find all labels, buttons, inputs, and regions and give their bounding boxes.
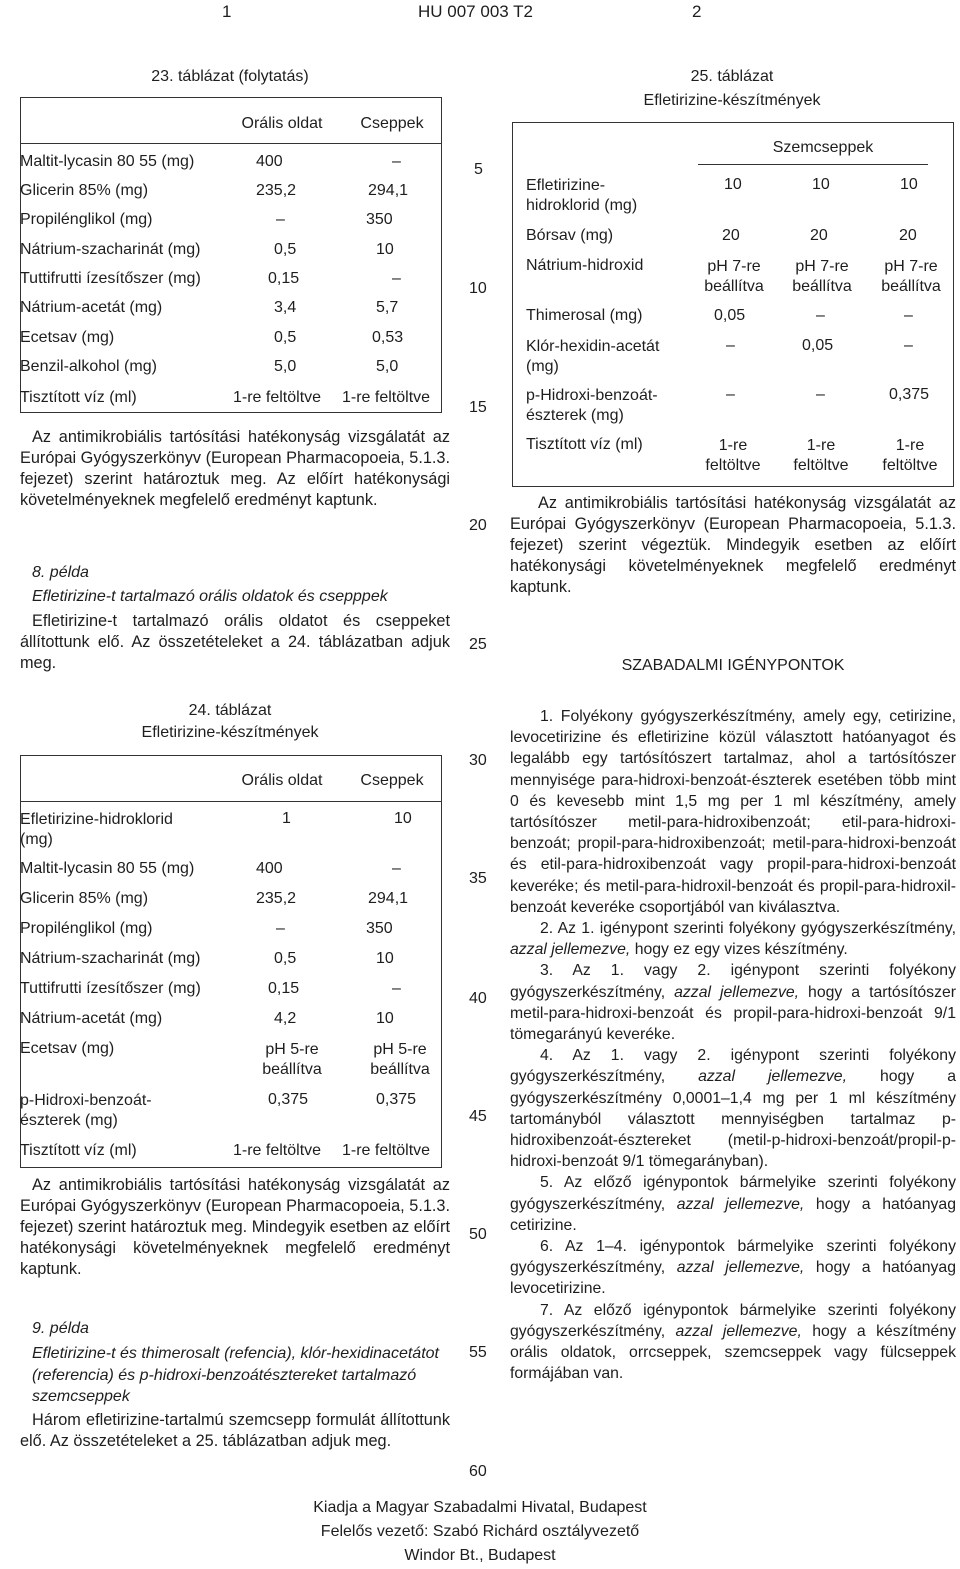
row-name: Thimerosal (mg) [526, 307, 643, 324]
oral-value: 0,375 [268, 1091, 309, 1108]
drops-value: 10 [376, 241, 394, 258]
drops-value: 294,1 [368, 182, 409, 199]
claim-text: hogy a tartósítószer metil-para-hidroxi-benzoát és propil-para-hidroxi-benzoát 9/1 tömegarányú keveréke. [510, 983, 957, 1044]
oral-value: 0,5 [274, 329, 297, 346]
drops-value: 350 [366, 920, 393, 937]
claim-6 [510, 1236, 956, 1300]
claim-italic: azzal jellemezve, [676, 1259, 805, 1277]
value-2: – [816, 386, 825, 403]
drops-value: 5,7 [376, 299, 399, 316]
drops-value: 5,0 [376, 358, 399, 375]
line-number: 10 [469, 280, 487, 297]
oral-value: 235,2 [256, 890, 297, 907]
example-8-subtitle: Efletirizine-t tartalmazó orális oldatok és csepppek [32, 588, 388, 605]
oral-value: 1 [282, 810, 291, 827]
row-name: Tuttifrutti ízesítőszer (mg) [20, 980, 201, 997]
claim-2 [510, 918, 956, 960]
oral-value: 235,2 [256, 182, 297, 199]
value-3: – [904, 337, 913, 354]
row-name: Propilénglikol (mg) [20, 920, 153, 937]
oral-value: 0,15 [268, 270, 300, 287]
value-1: 0,05 [714, 307, 746, 324]
line-number: 25 [469, 636, 487, 653]
claim-italic: azzal jellemezve, [674, 983, 800, 1001]
row-name: Bórsav (mg) [526, 227, 614, 244]
row-name: Glicerin 85% (mg) [20, 890, 149, 907]
value-1: – [726, 386, 735, 403]
oral-value: 1-re feltöltve [233, 389, 322, 406]
table-25-title: Efletirizine-készítmények [643, 92, 821, 109]
table-24-col-oral: Orális oldat [241, 772, 323, 789]
claim-3 [510, 960, 956, 1045]
claim-text: 2. Az 1. igénypont szerinti folyékony gyógyszerkészítmény, [540, 920, 956, 938]
row-name: Maltit-lycasin 80 55 (mg) [20, 860, 195, 877]
claim-text: 3. Az 1. vagy 2. igénypont szerinti folyékony gyógyszerkészítmény, [510, 962, 956, 1001]
value-3: 20 [899, 227, 917, 244]
row-name: Maltit-lycasin 80 55 (mg) [20, 153, 195, 170]
drops-value: pH 5-re beállítva [370, 1041, 430, 1078]
paragraph-text: Az antimikrobiális tartósítási hatékonyság vizsgálatát az Európai Gyógyszerkönyv (European Pharmacopoeia, 5.1.3. fejezet) szerint határoztuk meg. Az előírt hatékonysági követelményeknek megfelelő eredményt kaptunk. [20, 428, 450, 509]
oral-value: 0,5 [274, 950, 297, 967]
value-2: pH 7-re beállítva [792, 258, 852, 295]
row-name: Ecetsav (mg) [20, 1040, 115, 1057]
drops-value: 1-re feltöltve [342, 1142, 431, 1159]
row-name: Nátrium-szacharinát (mg) [20, 241, 201, 258]
example-9-text [20, 1410, 450, 1452]
line-number: 40 [469, 990, 487, 1007]
example-9-heading: 9. példa [32, 1320, 89, 1337]
page-number-left: 1 [222, 2, 232, 21]
paragraph-text: Efletirizine-t tartalmazó orális oldatot és cseppeket állítottunk elő. Az összetételeket a 24. táblázatban adjuk meg. [20, 612, 450, 672]
claim-italic: azzal jellemezve, [698, 1068, 847, 1086]
value-2: – [816, 307, 825, 324]
row-name: Tisztított víz (ml) [20, 1142, 137, 1159]
table-23-caption: 23. táblázat (folytatás) [151, 68, 309, 85]
line-number: 45 [469, 1108, 487, 1125]
drops-value: – [392, 980, 401, 997]
claim-text: 4. Az 1. vagy 2. igénypont szerinti folyékony gyógyszerkészítmény, [510, 1047, 956, 1086]
claim-7 [510, 1300, 956, 1385]
paragraph-text: Három efletirizine-tartalmú szemcsepp formulát állítottunk elő. Az összetételeket a 25. táblázatban adjuk meg. [20, 1411, 450, 1450]
drops-value: – [392, 153, 401, 170]
row-name: Tisztított víz (ml) [526, 436, 643, 453]
value-2: 10 [812, 176, 830, 193]
claim-italic: azzal jellemezve, [510, 941, 631, 959]
claim-1: 1. Folyékony gyógyszerkészítmény, amely egy, cetirizine, levocetirizine és efletirizine közül választott hatóanyagot és legalább egy tartósítószert tartalmaz, ahol a tartósítószer mennyisége para-hidroxi-benzoát-észterek esetében több mint 0 és kevesebb mint 1,5 mg per 1 ml készítmény, amely tartósítószer metil-para-hidroxibenzoát; etil-para-hidroxi-benzoát; propil-para-hidroxibenzoát; metil-para-hidroxi-benzoát és etil-para-hidroxibenzoát vagy propil-para-hidroxi-benzoát keveréke; és metil-para-hidroxil-benzoát és propil-para-hidroxil-benzoát keveréke csoportjából van kiválasztva. [510, 708, 956, 916]
claim-text: 5. Az előző igénypontok bármelyike szerinti folyékony gyógyszerkészítmény, [510, 1174, 956, 1213]
drops-value: – [392, 860, 401, 877]
line-number: 55 [469, 1344, 487, 1361]
drops-value: 350 [366, 211, 393, 228]
row-name: Efletirizine-hidroklorid (mg) [526, 177, 638, 214]
row-name: Tuttifrutti ízesítőszer (mg) [20, 270, 201, 287]
row-name: Nátrium-szacharinát (mg) [20, 950, 201, 967]
value-1: – [726, 337, 735, 354]
table-25-group-header: Szemcseppek [772, 139, 874, 156]
claim-italic: azzal jellemezve, [676, 1195, 805, 1213]
oral-value: 1-re feltöltve [233, 1142, 322, 1159]
table-25-caption: 25. táblázat [690, 68, 774, 85]
claim-italic: azzal jellemezve, [675, 1322, 802, 1340]
row-name: p-Hidroxi-benzoát-észterek (mg) [20, 1092, 152, 1129]
claim-text: hogy ez egy vizes készítmény. [634, 941, 848, 959]
claim-text: hogy a hatóanyag levocetirizine. [510, 1259, 957, 1298]
claims-heading: SZABADALMI IGÉNYPONTOK [621, 657, 845, 674]
oral-value: 3,4 [274, 299, 297, 316]
value-1: 1-re feltöltve [705, 437, 761, 474]
value-3: pH 7-re beállítva [881, 258, 941, 295]
oral-value: – [276, 211, 285, 228]
drops-value: 0,53 [372, 329, 404, 346]
table-24-caption: 24. táblázat [188, 702, 272, 719]
drops-value: 10 [376, 950, 394, 967]
footer-manager: Felelős vezető: Szabó Richárd osztályvezető [320, 1523, 640, 1540]
row-name: Nátrium-acetát (mg) [20, 299, 163, 316]
table-23-col-drops: Cseppek [360, 115, 424, 132]
claim-5 [510, 1172, 956, 1236]
example-9-subtitle: Efletirizine-t és thimerosalt (refencia), klór-hexidinacetátot (referencia) és p-hidroxi-benzoátésztereket tartalmazó szemcseppek [32, 1345, 439, 1405]
example-8-heading: 8. példa [32, 564, 89, 581]
drops-value: – [392, 270, 401, 287]
row-name: Benzil-alkohol (mg) [20, 358, 157, 375]
example-8-text [20, 611, 450, 674]
document-id: HU 007 003 T2 [418, 2, 533, 21]
footer [180, 1496, 780, 1568]
right-paragraph-1 [510, 493, 956, 598]
value-2: 20 [810, 227, 828, 244]
claim-text: hogy a gyógyszerkészítmény 0,0001–1,4 mg per 1 ml készítmény tartományból választott mennyiségben tartalmaz p-hidroxibenzoát-észtereket (metil-p-hidroxi-benzoát/propil-p-hidroxi-benzoát 9/1 tömegarányban). [510, 1068, 956, 1171]
row-name: Klór-hexidin-acetát (mg) [526, 338, 660, 375]
claim-4 [510, 1045, 956, 1172]
line-number: 50 [469, 1226, 487, 1243]
oral-value: pH 5-re beállítva [262, 1041, 322, 1078]
oral-value: 0,15 [268, 980, 300, 997]
oral-value: – [276, 920, 285, 937]
row-name: p-Hidroxi-benzoát-észterek (mg) [526, 387, 658, 424]
row-name: Propilénglikol (mg) [20, 211, 153, 228]
table-23-col-oral: Orális oldat [241, 115, 323, 132]
table-24-title: Efletirizine-készítmények [141, 724, 319, 741]
oral-value: 400 [256, 153, 283, 170]
oral-value: 400 [256, 860, 283, 877]
line-number: 20 [469, 517, 487, 534]
value-1: 10 [724, 176, 742, 193]
drops-value: 294,1 [368, 890, 409, 907]
page-number-right: 2 [692, 2, 702, 21]
table-24-col-drops: Cseppek [360, 772, 424, 789]
row-name: Efletirizine-hidroklorid (mg) [20, 811, 173, 848]
oral-value: 0,5 [274, 241, 297, 258]
claim-text: 6. Az 1–4. igénypontok bármelyike szerinti folyékony gyógyszerkészítmény, [510, 1238, 956, 1277]
line-number: 15 [469, 399, 487, 416]
drops-value: 1-re feltöltve [342, 389, 431, 406]
claims-list [510, 706, 956, 1385]
line-number: 5 [474, 161, 483, 178]
row-name: Ecetsav (mg) [20, 329, 115, 346]
left-paragraph-2 [20, 1175, 450, 1280]
value-3: – [904, 307, 913, 324]
value-1: pH 7-re beállítva [704, 258, 764, 295]
claim-text: hogy a hatóanyag cetirizine. [510, 1195, 957, 1234]
claim-text: 7. Az előző igénypontok bármelyike szerinti folyékony gyógyszerkészítmény, [510, 1301, 956, 1340]
value-3: 0,375 [889, 386, 930, 403]
claim-text: hogy a készítmény orális oldatok, orrcseppek, szemcseppek vagy fülcseppek formájában van. [510, 1322, 957, 1383]
row-name: Nátrium-acetát (mg) [20, 1010, 163, 1027]
line-number: 35 [469, 870, 487, 887]
value-3: 10 [900, 176, 918, 193]
row-name: Glicerin 85% (mg) [20, 182, 149, 199]
drops-value: 0,375 [376, 1091, 417, 1108]
value-1: 20 [722, 227, 740, 244]
drops-value: 10 [376, 1010, 394, 1027]
row-name: Tisztított víz (ml) [20, 389, 137, 406]
paragraph-text: Az antimikrobiális tartósítási hatékonyság vizsgálatát az Európai Gyógyszerkönyv (European Pharmacopoeia, 5.1.3. fejezet) szerint végeztük. Mindegyik esetben az előírt hatékonysági követelményeknek megfelelő eredményt kaptunk. [510, 494, 956, 596]
line-number: 60 [469, 1463, 487, 1480]
value-2: 0,05 [802, 337, 834, 354]
row-name: Nátrium-hidroxid [526, 257, 644, 274]
line-number: 30 [469, 752, 487, 769]
paragraph-text: Az antimikrobiális tartósítási hatékonyság vizsgálatát az Európai Gyógyszerkönyv (European Pharmacopoeia, 5.1.3. fejezet) szerint határoztuk meg. Mindegyik esetben az előírt hatékonysági követelményeknek megfelelő eredményt kaptunk. [20, 1176, 450, 1278]
value-2: 1-re feltöltve [793, 437, 849, 474]
footer-printer: Windor Bt., Budapest [404, 1547, 556, 1564]
oral-value: 5,0 [274, 358, 297, 375]
oral-value: 4,2 [274, 1010, 297, 1027]
footer-publisher: Kiadja a Magyar Szabadalmi Hivatal, Budapest [313, 1499, 647, 1516]
value-3: 1-re feltöltve [882, 437, 938, 474]
drops-value: 10 [394, 810, 412, 827]
left-paragraph-1 [20, 427, 450, 511]
